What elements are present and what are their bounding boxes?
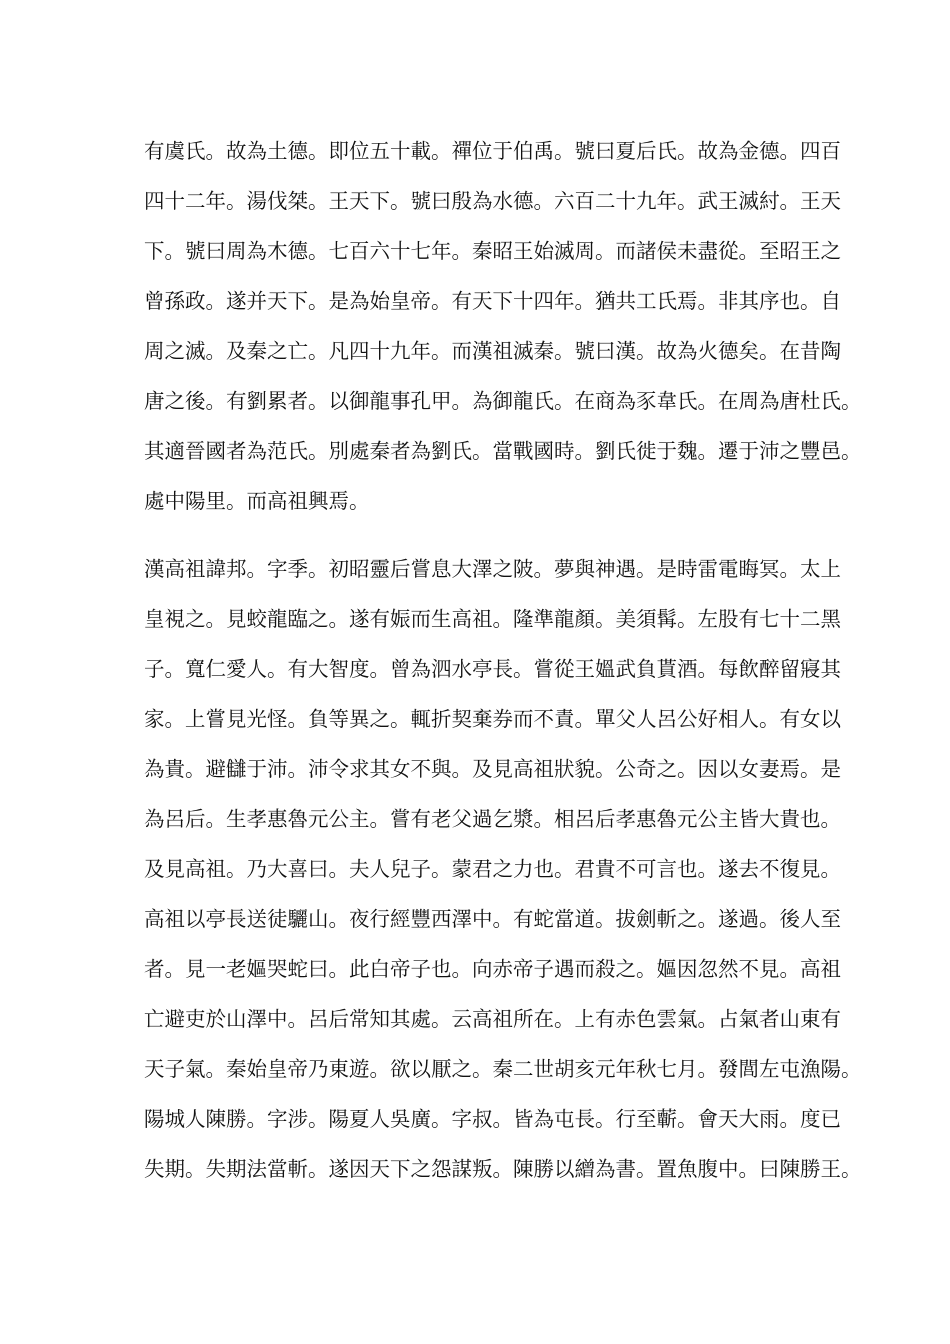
text-line: 漢高祖諱邦。字季。初昭靈后嘗息大澤之陂。夢與神遇。是時雷電晦冥。太上 — [144, 557, 841, 581]
paragraph-2 — [144, 552, 862, 1202]
text-line: 陽城人陳勝。字涉。陽夏人吳廣。字叔。皆為屯長。行至蘄。會天大雨。度已 — [144, 1107, 841, 1131]
text-line: 高祖以亭長送徒驪山。夜行經豐西澤中。有蛇當道。拔劍斬之。遂過。後人至 — [144, 907, 841, 931]
text-line: 子。寬仁愛人。有大智度。曾為泗水亭長。嘗從王媼武負貰酒。每飲醉留寢其 — [144, 657, 841, 681]
text-line: 家。上嘗見光怪。負等異之。輒折契棄券而不責。單父人呂公好相人。有女以 — [144, 707, 841, 731]
text-line: 及見高祖。乃大喜曰。夫人兒子。蒙君之力也。君貴不可言也。遂去不復見。 — [144, 857, 841, 881]
text-line: 失期。失期法當斬。遂因天下之怨謀叛。陳勝以繒為書。置魚腹中。曰陳勝王。 — [144, 1157, 862, 1181]
text-line: 曾孫政。遂并天下。是為始皇帝。有天下十四年。猶共工氏焉。非其序也。自 — [144, 289, 841, 313]
text-line: 為貴。避讎于沛。沛令求其女不與。及見高祖狀貌。公奇之。因以女妻焉。是 — [144, 757, 841, 781]
text-line: 皇視之。見蛟龍臨之。遂有娠而生高祖。隆準龍顏。美須髯。左股有七十二黑 — [144, 607, 841, 631]
text-line: 有虞氏。故為土德。即位五十載。禪位于伯禹。號曰夏后氏。故為金德。四百 — [144, 139, 841, 163]
text-line: 為呂后。生孝惠魯元公主。嘗有老父過乞漿。相呂后孝惠魯元公主皆大貴也。 — [144, 807, 841, 831]
text-line: 唐之後。有劉累者。以御龍事孔甲。為御龍氏。在商為豕韋氏。在周為唐杜氏。 — [144, 389, 862, 413]
text-line: 天子氣。秦始皇帝乃東遊。欲以厭之。秦二世胡亥元年秋七月。發閭左屯漁陽。 — [144, 1057, 862, 1081]
text-line: 者。見一老嫗哭蛇曰。此白帝子也。向赤帝子遇而殺之。嫗因忽然不見。高祖 — [144, 957, 841, 981]
text-line: 下。號曰周為木德。七百六十七年。秦昭王始滅周。而諸侯未盡從。至昭王之 — [144, 239, 841, 263]
text-line: 其適晉國者為范氏。別處秦者為劉氏。當戰國時。劉氏徙于魏。遷于沛之豐邑。 — [144, 439, 862, 463]
text-line: 周之滅。及秦之亡。凡四十九年。而漢祖滅秦。號曰漢。故為火德矣。在昔陶 — [144, 339, 841, 363]
text-line: 處中陽里。而高祖興焉。 — [144, 489, 370, 513]
text-line: 四十二年。湯伐桀。王天下。號曰殷為水德。六百二十九年。武王滅紂。王天 — [144, 189, 841, 213]
text-line: 亡避吏於山澤中。呂后常知其處。云高祖所在。上有赤色雲氣。占氣者山東有 — [144, 1007, 841, 1031]
paragraph-1 — [144, 134, 862, 534]
